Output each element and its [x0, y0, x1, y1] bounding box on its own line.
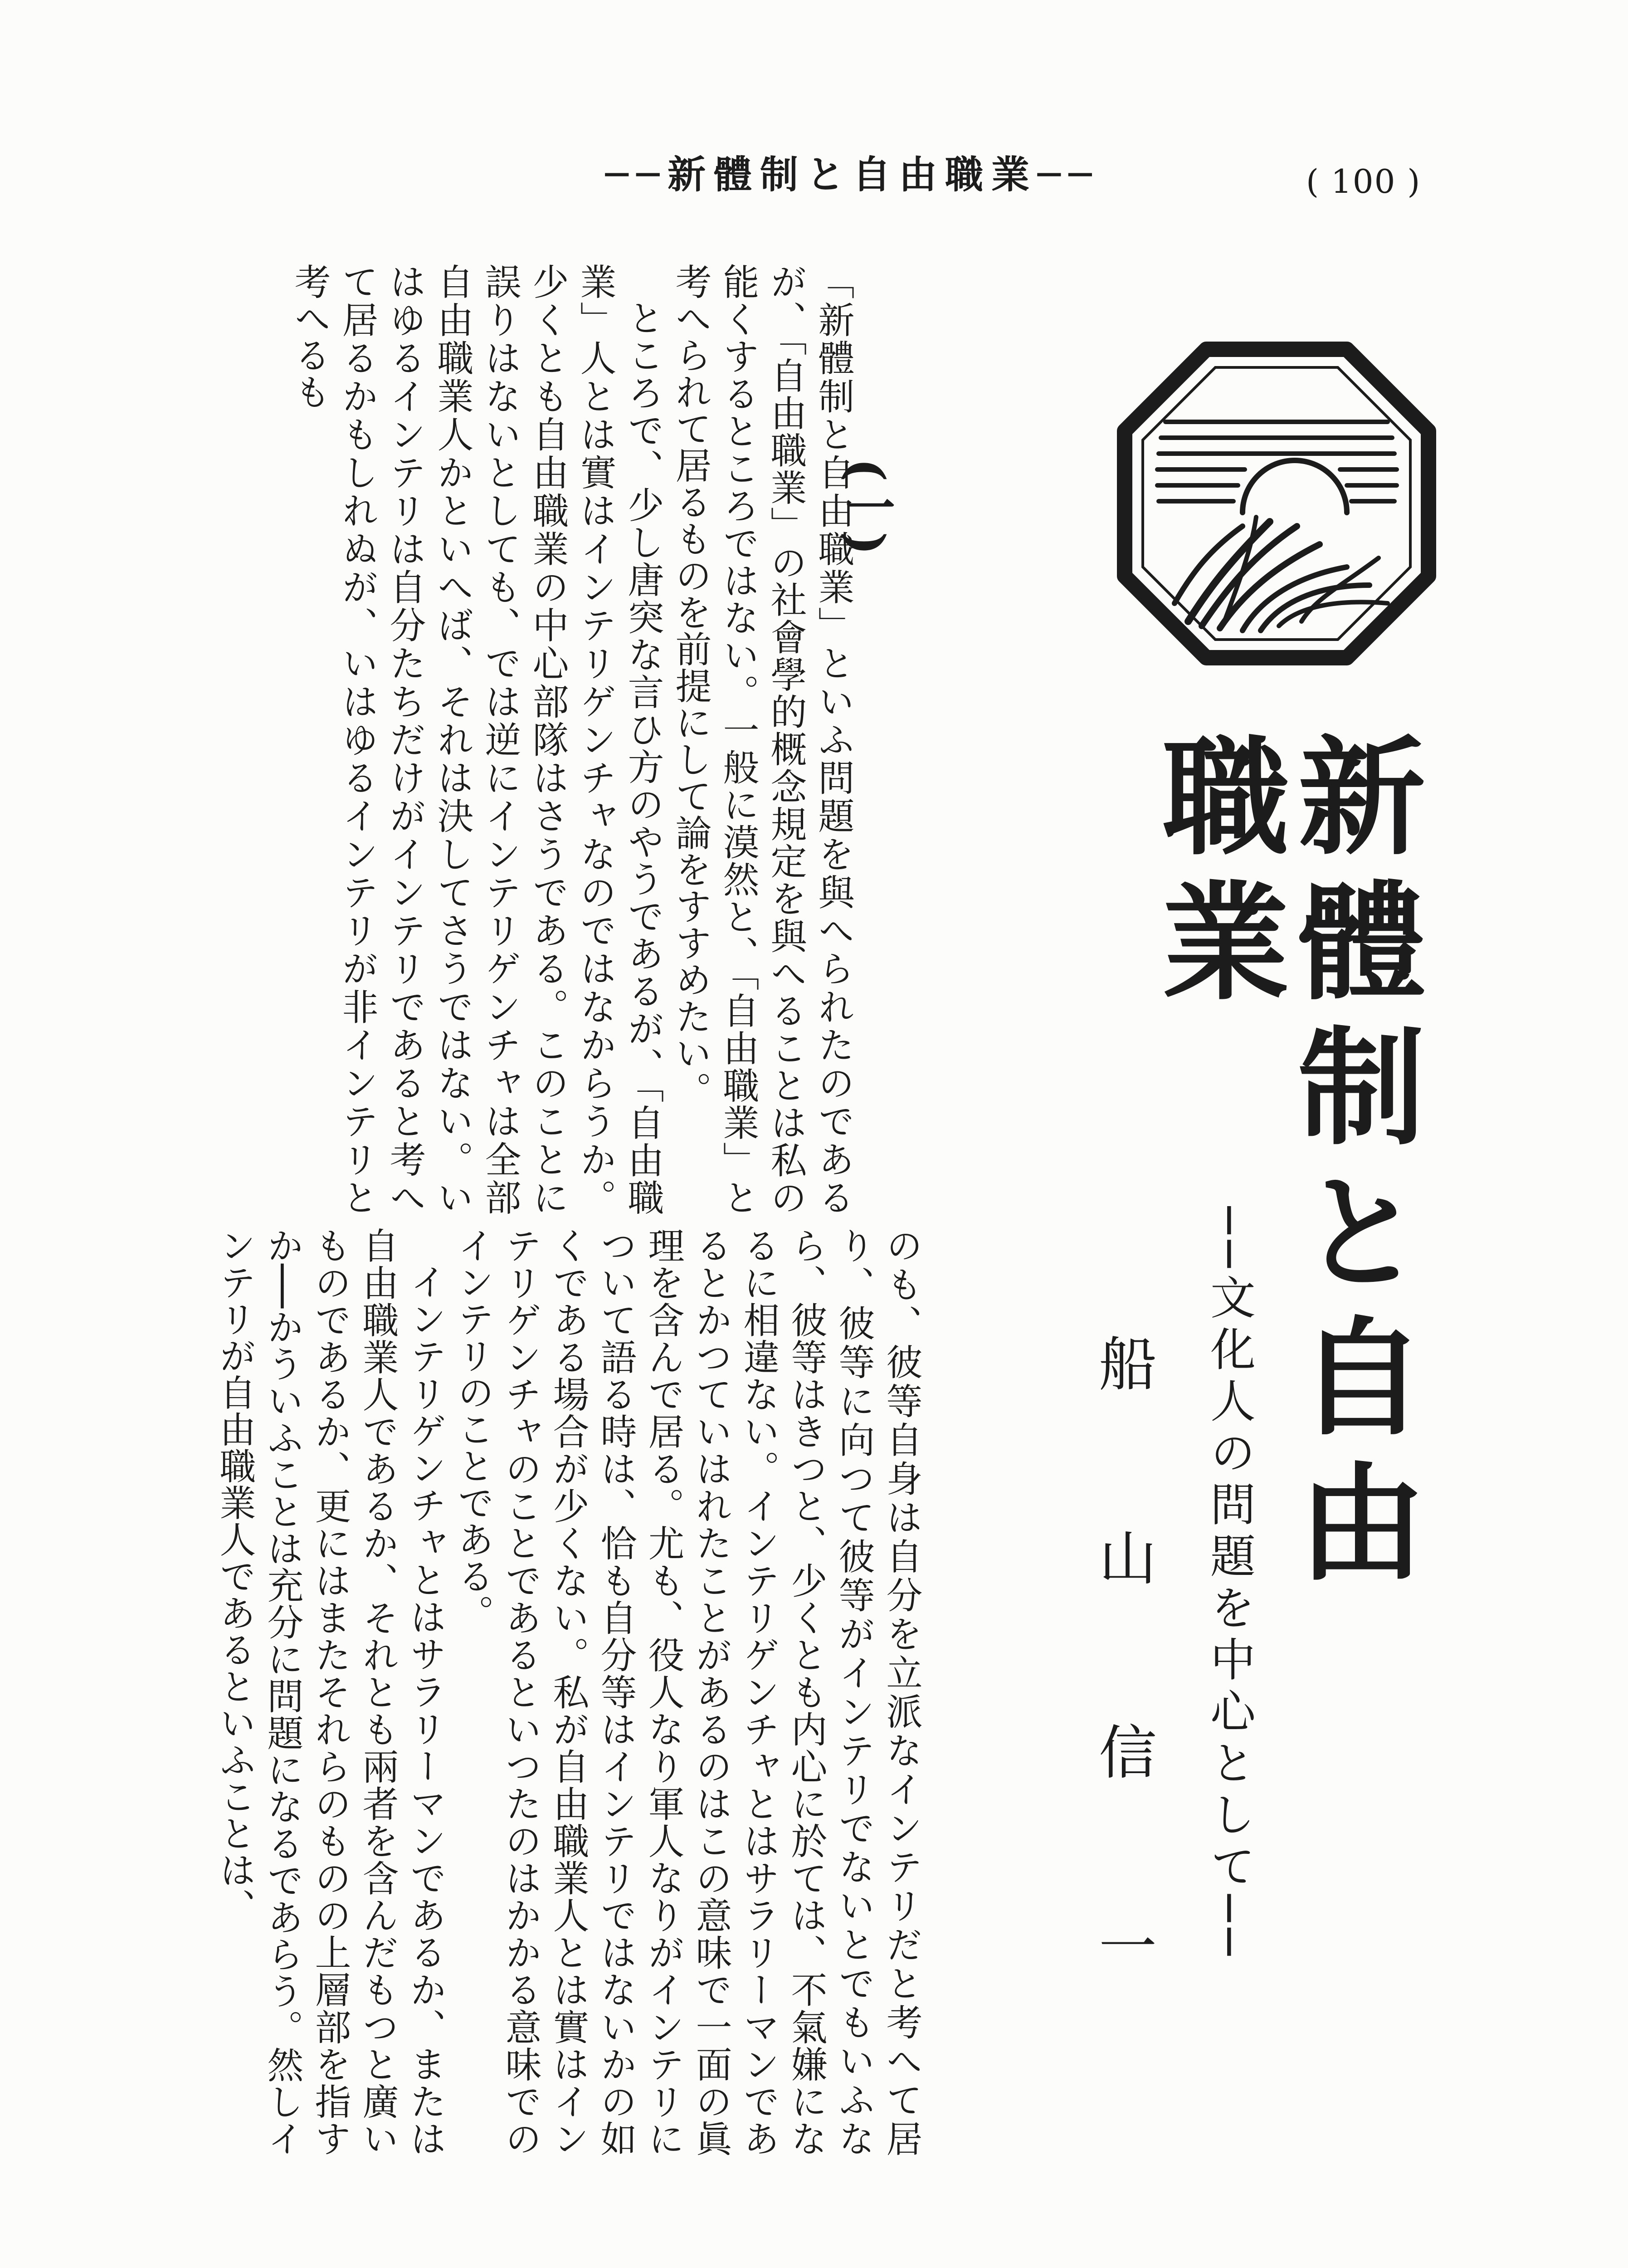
moon-over-grass-emblem-icon	[1106, 331, 1447, 676]
paragraph: インテリゲンチャとはサラリーマンであるか、または自由職業人であるか、それとも兩者を含んだもつと廣いものであるか、更にはまたそれらのものの上層部を指すか──かういふことは充分に問題になるであらう。然しインテリが自由職業人であるといふことは、	[214, 1227, 446, 2157]
paragraph: 「新體制と自由職業」といふ問題を與へられたのであるが、「自由職業」の社會學的概念規定を與へることは私の能くするところではない。一般に漠然と、「自由職業」と考へられて居るものを前提にして論をすすめたい。	[669, 263, 854, 1216]
body-text-bottom	[214, 1227, 925, 2157]
author-name: 船山信一	[1089, 1334, 1156, 2110]
article-subtitle: ──文化人の問題を中心として──	[1203, 1207, 1256, 1962]
paragraph: ところで、少し唐突な言ひ方のやうであるが、「自由職業」人とは實はインテリゲンチャなのではなからうか。少くとも自由職業の中心部隊はさうである。このことに誤りはないとしても、では逆にインテリゲンチャは全部自由職業人かといへば、それは決してさうではない。いはゆるインテリは自分たちだけがインテリであると考へて居るかもしれぬが、いはゆるインテリが非インテリと考へるも	[288, 263, 664, 1216]
section-heading: (一)	[837, 458, 896, 556]
article-title: 新體制と自由職業	[1141, 730, 1426, 1601]
running-header: ──新體制と自由職業──	[605, 152, 1100, 197]
body-text-top	[236, 263, 857, 1216]
page-number: ( 100 )	[1306, 162, 1421, 200]
paragraph: のも、彼等自身は自分を立派なインテリだと考へて居り、彼等に向つて彼等がインテリでないとでもいふなら、彼等はきつと、少くとも内心に於ては、不氣嫌になるに相違ない。インテリゲンチャとはサラリーマンであるとかつていはれたことがあるのはこの意味で一面の眞理を含んで居る。尤も、役人なり軍人なりがインテリについて語る時は、恰も自分等はインテリではないかの如くである場合が少くない。私が自由職業人とは實はインテリゲンチャのことであるといつたのはかかる意味でのインテリのことである。	[452, 1227, 922, 2157]
